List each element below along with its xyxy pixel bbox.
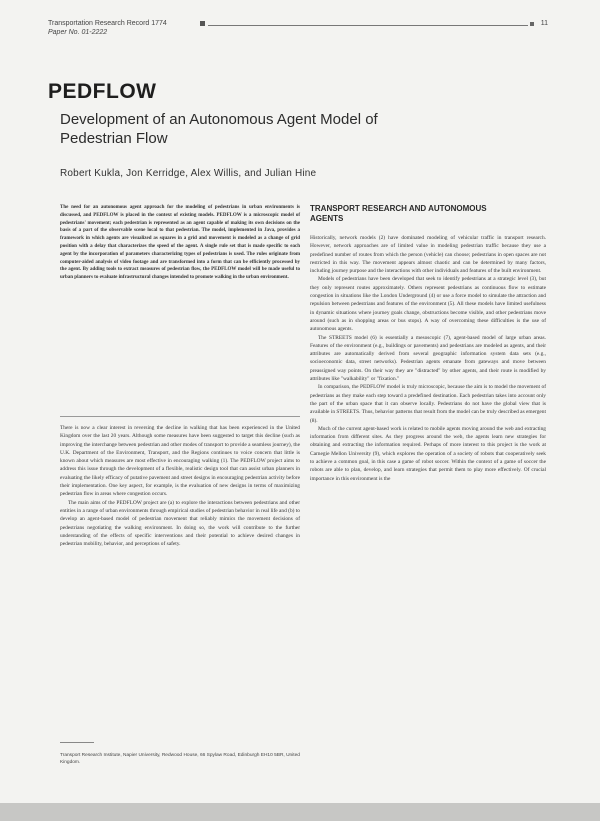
paper-subtitle: Development of an Autonomous Agent Model of Pedestrian Flow <box>60 111 378 147</box>
paragraph: Historically, network models (2) have dominated modeling of vehicular traffic in transport research. However, network approaches are of limited value in modeling pedestrian traffic because they use a predefined number of routes from which the person (vehicle) can choose; pedestrians in open spaces are not restricted in this way. The movement appears almost chaotic and can be determined by many factors, including journey purpose and the interactions with other individuals and features of the built environment. <box>310 235 546 275</box>
abstract-divider <box>60 416 300 417</box>
paragraph: In comparison, the PEDFLOW model is truly microscopic, because the aim is to model the movement of pedestrians as they make each step toward a predefined destination. Each pedestrian takes into account only the part of the urban space that it can observe locally. Pedestrians do not have the global view that is available in STREETS. Thus, behavior patterns that result from the model can be truly described as emergent (8). <box>310 384 546 424</box>
paragraph: Models of pedestrians have been developed that seek to identify pedestrians at a strategic level (3), but they only represent routes approximately. Others represent pedestrians as continuous flow to estimate congestion in situations like the London Underground (4) or use a force model to simulate the attraction and repulsion between pedestrians and features of the environment (5). All these models have limited usefulness in dynamic situations where journey goals change, obstructions become visible, and other pedestrians move around (such as in shopping areas or bus stops). A way of overcoming these difficulties is the use of autonomous agents. <box>310 276 546 333</box>
paragraph: There is now a clear interest in reversing the decline in walking that has been experienced in the United Kingdom over the last 20 years. Although some measures have been suggested to target this decline (such as improving the interchange between pedestrian and other modes of transport to provide a seamless journey), the U.K. Department of the Environment, Transport, and the Regions continues to voice concern that little is known about which measures are most effective in encouraging walking (1). The PEDFLOW project aims to address this issue through the development of a flexible, realistic design tool that can assist urban planners in evaluating the likely efficacy of putative pavement and street designs in encouraging pedestrian activity before their implementation. One key aspect, for example, is the evaluation of new designs in terms of maximizing pedestrian flow in areas where congestion occurs. <box>60 425 300 498</box>
journal-name: Transportation Research Record 1774 <box>48 20 167 27</box>
header-marker <box>200 21 205 26</box>
body-column-right <box>310 234 546 483</box>
paper-number: Paper No. 01-2222 <box>48 29 108 36</box>
affiliation-footnote: Transport Research Institute, Napier University, Redwood House, 66 Spylaw Road, Edinburgh EH10 5BR, United Kingdom. <box>60 753 300 765</box>
paragraph: Much of the current agent-based work is related to mobile agents moving around the web and extracting information from different sites. As they progress around the web, the agents learn new strategies for obtaining and extracting the information required. Perhaps of more interest to this project is the work at Carnegie Mellon University (9), which explores the operation of a society of robots that cooperatively seek to achieve a common goal, in this case a game of robot soccer. Within the context of a game of soccer the robots are able to plan, develop, and learn strategies that permit them to play more effectively. Of crucial importance in this environment is the <box>310 425 546 482</box>
author-list: Robert Kukla, Jon Kerridge, Alex Willis, and Julian Hine <box>60 168 317 179</box>
paragraph: The STREETS model (6) is essentially a mesoscopic (7), agent-based model of large urban areas. Features of the environment (e.g., buildings or pavements) and pedestrians are modeled as agents, and their attributes are automatically derived from several geographic information system data sets (e.g., socioeconomic data, street networks). Pedestrian agents emanate from gateways and move between preassigned way points. On their way they are "distracted" by other agents, and their route is modified by attributes like "walkability" or "fixation." <box>310 334 546 383</box>
body-column-left <box>60 424 300 548</box>
paper-title: PEDFLOW <box>48 80 157 103</box>
section-heading: TRANSPORT RESEARCH AND AUTONOMOUS AGENTS <box>310 204 487 223</box>
abstract: The need for an autonomous agent approach for the modeling of pedestrians in urban environments is discussed, and PEDFLOW is placed in the context of existing models. PEDFLOW is a microscopic model of pedestrians' movement; each pedestrian is represented as an agent capable of making its own decisions on the basis of a part of the observable scene local to that pedestrian. The model, implemented in Java, provides a framework in which agents are visualized as squares in a grid and movement is modeled as a change of grid position with a delay that characterizes the speed of the agent. A single rule set that is made specific to each agent by the incorporation of parameters characterizing types of pedestrians is used. The rules originate from computer-aided analysis of video footage and are transformed into a form that can be efficiently processed by the agent. By adding tools to extract measures of pedestrian flow, the PEDFLOW model will be made useful to urban planners to evaluate infrastructural changes intended to promote walking in the urban environment. <box>60 205 300 281</box>
footnote-rule <box>60 742 94 743</box>
header-rule <box>208 25 528 26</box>
running-header <box>48 20 548 52</box>
page-number: 11 <box>540 20 548 27</box>
header-marker-end <box>530 22 534 26</box>
paragraph: The main aims of the PEDFLOW project are (a) to explore the interactions between pedestrians and other entities in a range of urban environments through empirical studies of pedestrian behavior in real life and (b) to develop an agent-based model of pedestrian movement that reliably mimics the movement decisions of pedestrians negotiating the walking environment. In doing so, the work will contribute to the further understanding of the effects of specific interventions and their potential to achieve desired changes in pedestrian mobility, behavior, and perceptions of safety. <box>60 499 300 548</box>
scan-edge-band <box>0 803 600 821</box>
